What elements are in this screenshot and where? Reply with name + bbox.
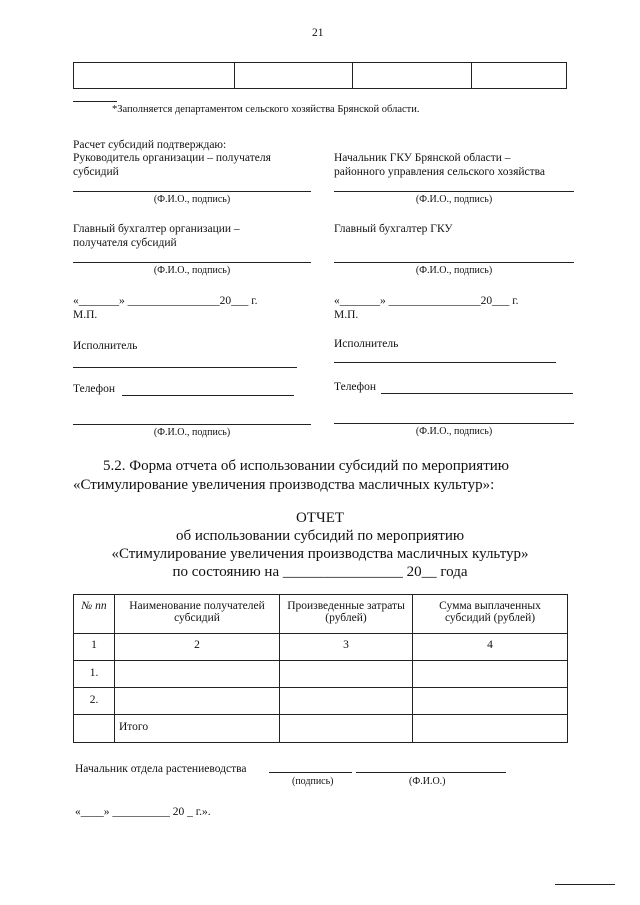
footnote: *Заполняется департаментом сельского хозяйства Брянской области.: [112, 104, 420, 115]
right-phone-label: Телефон: [334, 381, 377, 393]
top-table-cell: [74, 63, 235, 89]
right-phone-line: [381, 393, 573, 394]
table-total-label: Итого: [115, 715, 280, 743]
right-signature-line: [334, 191, 574, 192]
table-cell: [74, 715, 115, 743]
left-acct-line2: получателя субсидий: [73, 237, 177, 249]
report-line1: об использовании субсидий по мероприятию: [175, 528, 465, 544]
section-text-line2: «Стимулирование увеличения производства масличных культур»:: [73, 477, 495, 493]
left-phone-label: Телефон: [73, 383, 116, 395]
table-header-row: [74, 595, 568, 634]
left-head-line2: субсидий: [73, 166, 119, 178]
table-cell: [280, 715, 413, 743]
left-signature-line: [73, 262, 311, 263]
confirm-title: Расчет субсидий подтверждаю:: [73, 139, 227, 151]
chief-label: Начальник отдела растениеводства: [75, 763, 247, 775]
report-line2: «Стимулирование увеличения производства масличных культур»: [111, 546, 529, 562]
footnote-separator: [73, 101, 117, 102]
header-costs: Произведенные затраты (рублей): [280, 595, 413, 634]
table-cell: [115, 688, 280, 715]
header-recipient: Наименование получателей субсидий: [115, 595, 280, 634]
chief-sign-line: [269, 772, 352, 773]
right-signature-line: [334, 423, 574, 424]
top-table-cell: [472, 63, 567, 89]
chief-name-caption: (Ф.И.О.): [409, 776, 446, 787]
right-caption-2: (Ф.И.О., подпись): [415, 265, 493, 276]
table-cell: [413, 661, 568, 688]
top-table-fragment: [73, 62, 567, 89]
report-title: ОТЧЕТ: [295, 510, 345, 526]
right-executor-line: [334, 362, 556, 363]
table-cell: [280, 688, 413, 715]
table-cell: [280, 661, 413, 688]
right-head-line2: районного управления сельского хозяйства: [334, 166, 546, 178]
chief-sign-caption: (подпись): [292, 776, 334, 787]
right-signature-line: [334, 262, 574, 263]
top-table-cell: [235, 63, 353, 89]
left-head-line1: Руководитель организации – получателя: [73, 152, 271, 164]
page-number: 21: [312, 27, 324, 39]
left-phone-line: [122, 395, 294, 396]
left-executor-label: Исполнитель: [73, 340, 138, 352]
report-line3: по состоянию на ________________ 20__ года: [172, 564, 468, 580]
chief-name-line: [356, 772, 506, 773]
table-cell: [115, 661, 280, 688]
top-table-cell: [353, 63, 472, 89]
right-acct-line1: Главный бухгалтер ГКУ: [334, 223, 453, 235]
table-row: [74, 688, 568, 715]
bottom-date-line: «____» __________ 20 _ г.».: [75, 806, 211, 818]
left-signature-line: [73, 191, 311, 192]
left-executor-line: [73, 367, 297, 368]
right-caption-3: (Ф.И.О., подпись): [415, 426, 493, 437]
left-caption-3: (Ф.И.О., подпись): [153, 427, 231, 438]
section-text-line1: 5.2. Форма отчета об использовании субсидий по мероприятию: [103, 458, 509, 474]
right-head-line1: Начальник ГКУ Брянской области –: [334, 152, 511, 164]
table-cell: 1.: [74, 661, 115, 688]
left-caption-1: (Ф.И.О., подпись): [153, 194, 231, 205]
header-subsidy-sum: Сумма выплаченных субсидий (рублей): [413, 595, 568, 634]
table-cell: 3: [280, 634, 413, 661]
table-cell: [413, 688, 568, 715]
table-cell: 2.: [74, 688, 115, 715]
table-cell: [413, 715, 568, 743]
header-number: № пп: [74, 595, 115, 634]
table-cell: 1: [74, 634, 115, 661]
right-executor-label: Исполнитель: [334, 338, 399, 350]
report-table: [73, 594, 568, 743]
table-cell: 4: [413, 634, 568, 661]
left-acct-line1: Главный бухгалтер организации –: [73, 223, 240, 235]
table-row: [74, 661, 568, 688]
right-seal: М.П.: [334, 309, 359, 321]
left-signature-line: [73, 424, 311, 425]
bottom-edge-line: [555, 884, 615, 885]
right-date-line: «_______» ________________20___ г.: [334, 295, 519, 307]
left-seal: М.П.: [73, 309, 98, 321]
left-date-line: «_______» ________________20___ г.: [73, 295, 258, 307]
table-row: [74, 715, 568, 743]
left-caption-2: (Ф.И.О., подпись): [153, 265, 231, 276]
right-caption-1: (Ф.И.О., подпись): [415, 194, 493, 205]
table-row: [74, 634, 568, 661]
table-cell: 2: [115, 634, 280, 661]
